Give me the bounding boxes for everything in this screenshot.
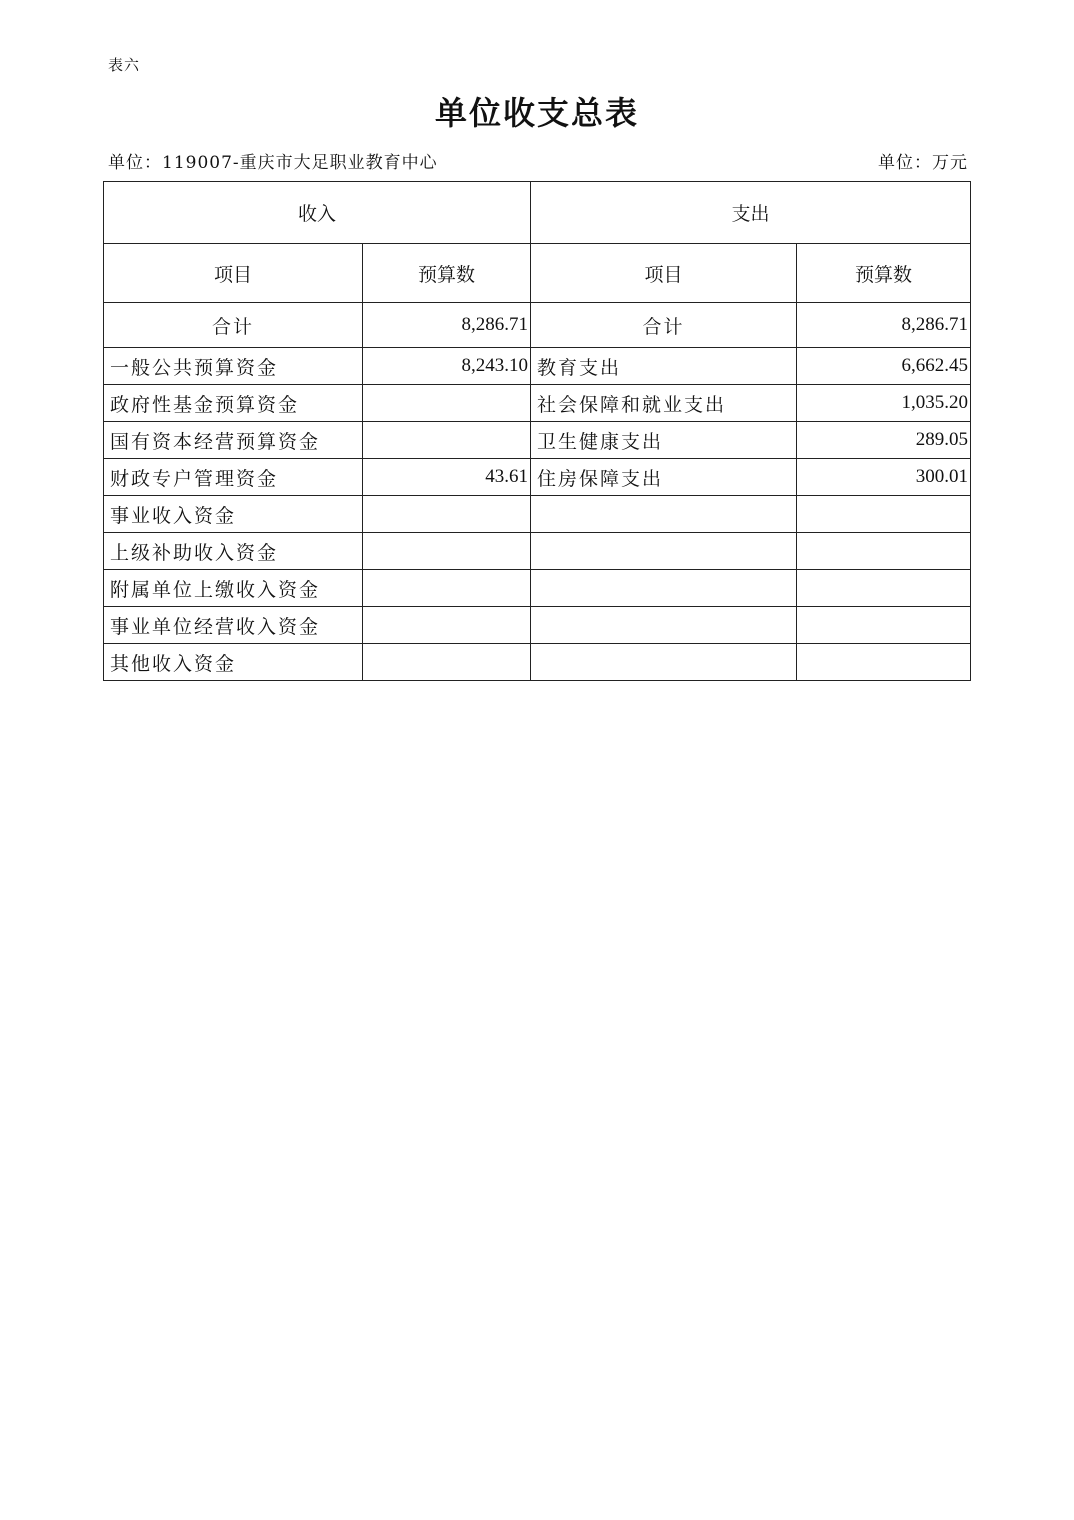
income-value-cell — [363, 496, 531, 533]
unit-measure-label: 单位：万元 — [878, 153, 968, 173]
expense-total-value: 8,286.71 — [797, 303, 971, 348]
income-item-cell: 政府性基金预算资金 — [104, 385, 363, 422]
income-value-cell — [363, 570, 531, 607]
income-expense-summary-table — [103, 181, 971, 681]
income-item-cell: 上级补助收入资金 — [104, 533, 363, 570]
expense-item-column-header: 项目 — [531, 244, 797, 303]
income-value-cell: 8,243.10 — [363, 348, 531, 385]
expense-value-cell: 6,662.45 — [797, 348, 971, 385]
table-row — [104, 570, 971, 607]
table-row — [104, 496, 971, 533]
expense-item-cell: 教育支出 — [531, 348, 797, 385]
expense-item-cell — [531, 607, 797, 644]
income-item-cell: 国有资本经营预算资金 — [104, 422, 363, 459]
table-row — [104, 422, 971, 459]
expense-item-cell: 住房保障支出 — [531, 459, 797, 496]
table-row — [104, 533, 971, 570]
expense-value-cell — [797, 644, 971, 681]
expense-item-cell — [531, 644, 797, 681]
expense-item-cell — [531, 570, 797, 607]
expense-item-cell: 卫生健康支出 — [531, 422, 797, 459]
income-item-column-header: 项目 — [104, 244, 363, 303]
table-row — [104, 644, 971, 681]
income-group-header: 收入 — [104, 182, 531, 244]
expense-item-cell — [531, 533, 797, 570]
table-row — [104, 607, 971, 644]
income-value-cell — [363, 607, 531, 644]
table-row — [104, 385, 971, 422]
expense-budget-column-header: 预算数 — [797, 244, 971, 303]
page-title: 单位收支总表 — [434, 94, 639, 132]
expense-item-cell: 社会保障和就业支出 — [531, 385, 797, 422]
expense-value-cell: 300.01 — [797, 459, 971, 496]
income-value-cell — [363, 422, 531, 459]
table-row — [104, 348, 971, 385]
income-total-value: 8,286.71 — [363, 303, 531, 348]
income-item-cell: 事业收入资金 — [104, 496, 363, 533]
expense-item-cell — [531, 496, 797, 533]
expense-group-header: 支出 — [531, 182, 971, 244]
income-item-cell: 附属单位上缴收入资金 — [104, 570, 363, 607]
expense-value-cell: 1,035.20 — [797, 385, 971, 422]
table-number-label: 表六 — [108, 56, 141, 74]
expense-value-cell: 289.05 — [797, 422, 971, 459]
expense-total-label: 合计 — [531, 303, 797, 348]
expense-value-cell — [797, 533, 971, 570]
expense-value-cell — [797, 607, 971, 644]
income-value-cell — [363, 533, 531, 570]
income-total-label: 合计 — [104, 303, 363, 348]
income-item-cell: 其他收入资金 — [104, 644, 363, 681]
income-item-cell: 事业单位经营收入资金 — [104, 607, 363, 644]
table-row — [104, 459, 971, 496]
income-budget-column-header: 预算数 — [363, 244, 531, 303]
income-value-cell — [363, 385, 531, 422]
income-value-cell — [363, 644, 531, 681]
total-row — [104, 303, 971, 348]
income-value-cell: 43.61 — [363, 459, 531, 496]
expense-value-cell — [797, 496, 971, 533]
income-item-cell: 财政专户管理资金 — [104, 459, 363, 496]
unit-name-label: 单位：119007-重庆市大足职业教育中心 — [108, 153, 438, 173]
income-item-cell: 一般公共预算资金 — [104, 348, 363, 385]
expense-value-cell — [797, 570, 971, 607]
